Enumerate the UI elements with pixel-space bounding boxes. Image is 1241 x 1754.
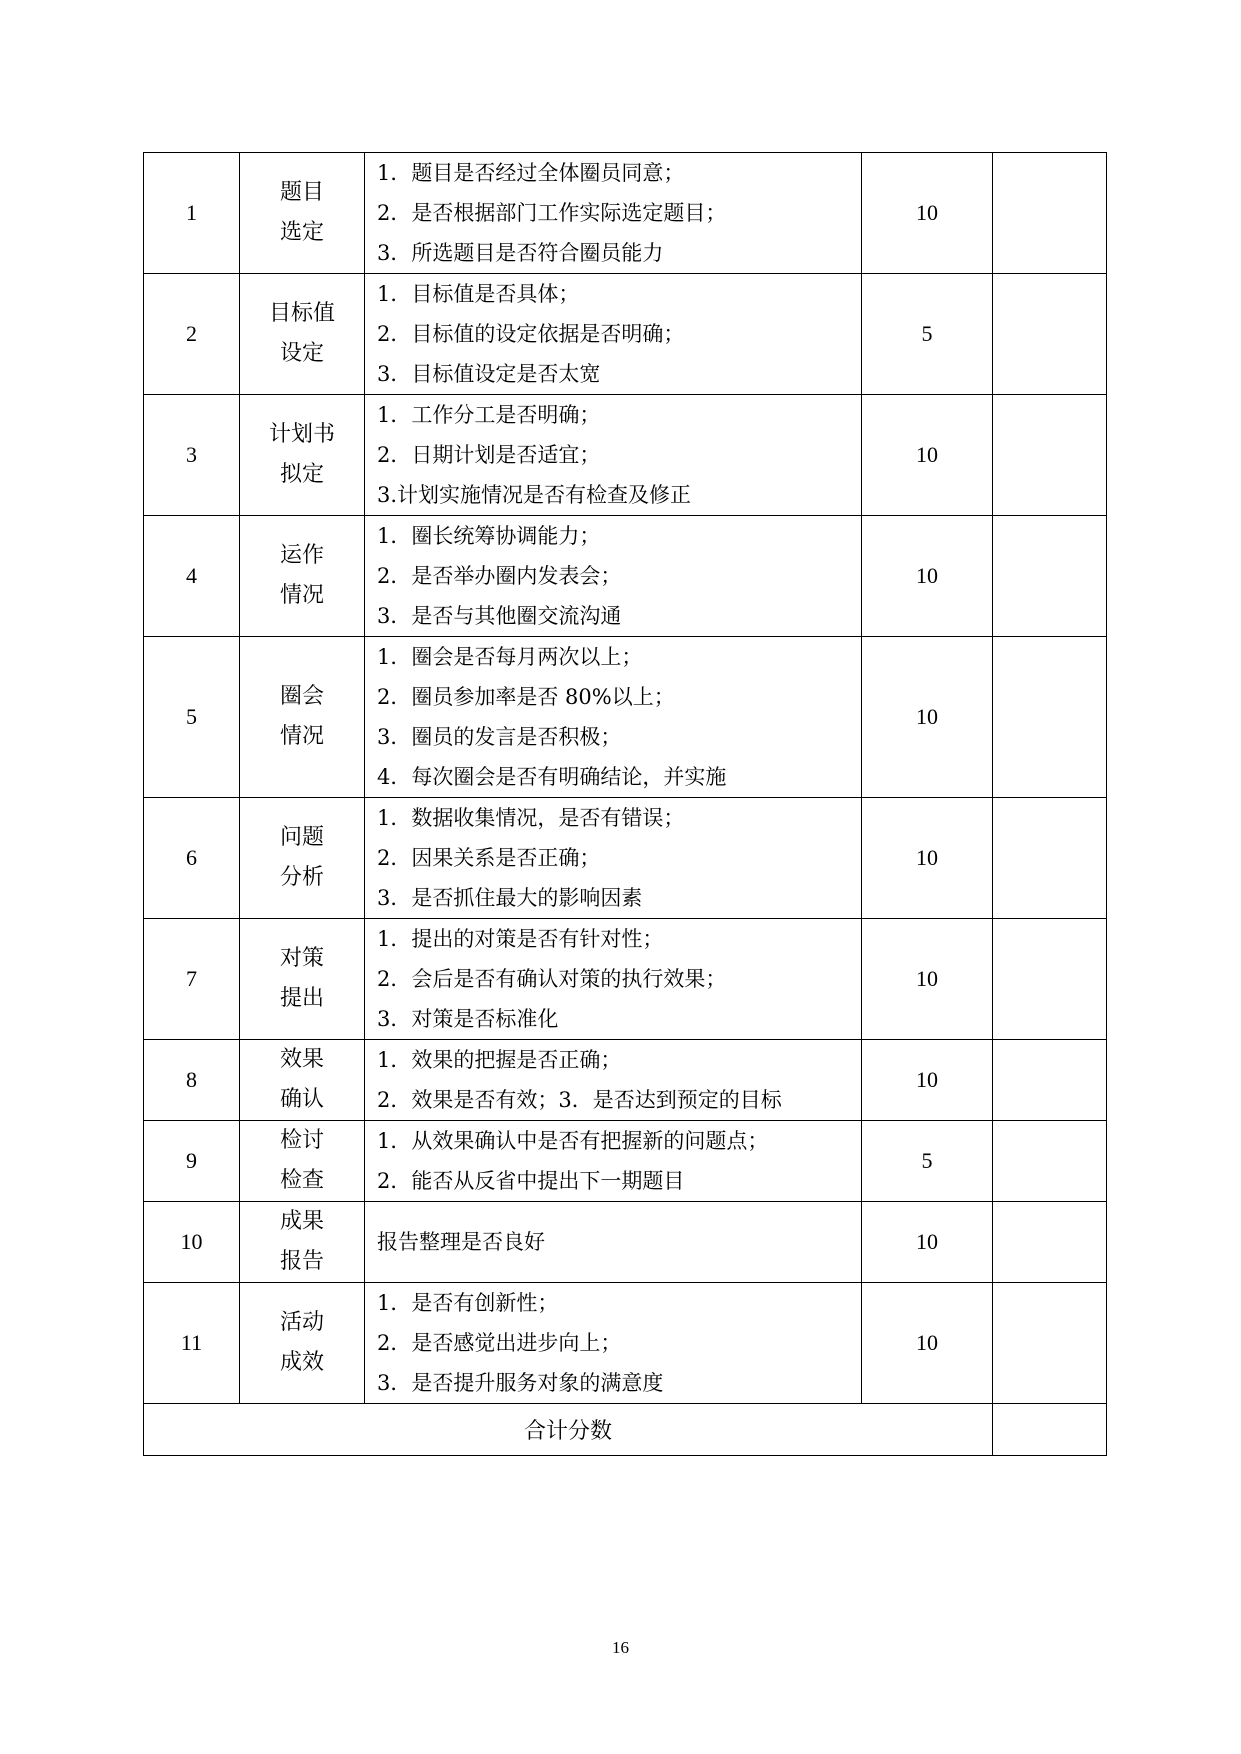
max-score-cell: 10	[862, 919, 993, 1040]
item-label-line: 问题	[279, 825, 324, 850]
criteria-line: 4．每次圈会是否有明确结论，并实施	[377, 765, 727, 789]
criteria-line: 1．效果的把握是否正确；	[377, 1048, 622, 1072]
row-number-cell: 8	[144, 1040, 240, 1121]
criteria-line: 1．圈长统筹协调能力；	[377, 524, 601, 548]
table-row	[144, 919, 1107, 1040]
max-score-cell: 10	[862, 1040, 993, 1121]
criteria-line: 2．圈员参加率是否 80%以上；	[377, 685, 675, 709]
item-label-line: 情况	[279, 583, 324, 608]
score-entry-cell[interactable]	[993, 1202, 1107, 1283]
item-label-line: 检讨	[279, 1128, 324, 1153]
table-row	[144, 798, 1107, 919]
table-row	[144, 637, 1107, 798]
item-label-line: 对策	[279, 946, 324, 971]
item-label-line: 情况	[279, 724, 324, 749]
criteria-cell	[365, 1283, 862, 1404]
score-entry-cell[interactable]	[993, 919, 1107, 1040]
item-cell	[240, 919, 365, 1040]
table-row	[144, 274, 1107, 395]
criteria-line: 2．因果关系是否正确；	[377, 846, 601, 870]
criteria-cell	[365, 919, 862, 1040]
criteria-cell	[365, 516, 862, 637]
criteria-cell	[365, 395, 862, 516]
criteria-line: 1．目标值是否具体；	[377, 282, 580, 306]
criteria-line: 1．是否有创新性；	[377, 1291, 559, 1315]
item-cell	[240, 274, 365, 395]
item-cell	[240, 798, 365, 919]
row-number-cell: 11	[144, 1283, 240, 1404]
total-row	[144, 1404, 1107, 1456]
table-row	[144, 153, 1107, 274]
row-number-cell: 3	[144, 395, 240, 516]
criteria-cell	[365, 153, 862, 274]
criteria-line: 3．对策是否标准化	[377, 1007, 559, 1031]
criteria-line: 3．是否提升服务对象的满意度	[377, 1371, 664, 1395]
item-label-line: 提出	[279, 986, 324, 1011]
table-row	[144, 516, 1107, 637]
table-row	[144, 395, 1107, 516]
item-label-line: 成效	[279, 1350, 324, 1375]
row-number-cell: 9	[144, 1121, 240, 1202]
criteria-line: 3．所选题目是否符合圈员能力	[377, 241, 664, 265]
score-entry-cell[interactable]	[993, 1121, 1107, 1202]
criteria-line: 2．能否从反省中提出下一期题目	[377, 1169, 685, 1193]
score-entry-cell[interactable]	[993, 274, 1107, 395]
score-entry-cell[interactable]	[993, 637, 1107, 798]
criteria-line: 3．是否与其他圈交流沟通	[377, 604, 622, 628]
criteria-line: 2．会后是否有确认对策的执行效果；	[377, 967, 727, 991]
criteria-line: 1．圈会是否每月两次以上；	[377, 645, 643, 669]
item-label-line: 设定	[279, 341, 324, 366]
criteria-line: 2．目标值的设定依据是否明确；	[377, 322, 685, 346]
score-entry-cell[interactable]	[993, 395, 1107, 516]
max-score-cell: 10	[862, 637, 993, 798]
criteria-line: 3．圈员的发言是否积极；	[377, 725, 622, 749]
item-cell	[240, 1121, 365, 1202]
item-label-line: 目标值	[268, 301, 335, 326]
item-cell	[240, 395, 365, 516]
score-entry-cell[interactable]	[993, 798, 1107, 919]
max-score-cell: 10	[862, 798, 993, 919]
criteria-cell	[365, 1121, 862, 1202]
item-label-line: 活动	[279, 1310, 324, 1335]
criteria-line: 1．数据收集情况，是否有错误；	[377, 806, 685, 830]
item-label-line: 计划书	[268, 422, 335, 447]
item-cell	[240, 637, 365, 798]
criteria-line: 3.计划实施情况是否有检查及修正	[377, 483, 692, 507]
item-label-line: 确认	[279, 1087, 324, 1112]
total-score-entry-cell[interactable]	[993, 1404, 1107, 1456]
criteria-line: 2．是否根据部门工作实际选定题目；	[377, 201, 727, 225]
max-score-cell: 10	[862, 395, 993, 516]
row-number-cell: 4	[144, 516, 240, 637]
item-label-line: 圈会	[279, 684, 324, 709]
criteria-line: 1．题目是否经过全体圈员同意；	[377, 161, 685, 185]
criteria-line: 1．从效果确认中是否有把握新的问题点；	[377, 1129, 769, 1153]
score-entry-cell[interactable]	[993, 516, 1107, 637]
row-number-cell: 6	[144, 798, 240, 919]
item-label-line: 选定	[279, 220, 324, 245]
criteria-cell	[365, 637, 862, 798]
max-score-cell: 10	[862, 516, 993, 637]
page-number: 16	[612, 1638, 629, 1657]
row-number-cell: 10	[144, 1202, 240, 1283]
criteria-line: 1．提出的对策是否有针对性；	[377, 927, 664, 951]
criteria-line: 3．目标值设定是否太宽	[377, 362, 601, 386]
row-number-cell: 7	[144, 919, 240, 1040]
item-cell	[240, 153, 365, 274]
max-score-cell: 5	[862, 274, 993, 395]
item-label-line: 分析	[279, 865, 324, 890]
scoring-table	[143, 152, 1107, 1456]
item-label-line: 运作	[279, 543, 324, 568]
item-cell	[240, 1283, 365, 1404]
score-entry-cell[interactable]	[993, 1283, 1107, 1404]
criteria-line: 报告整理是否良好	[377, 1230, 545, 1254]
item-cell	[240, 516, 365, 637]
item-label-line: 成果	[279, 1209, 324, 1234]
score-entry-cell[interactable]	[993, 153, 1107, 274]
row-number-cell: 2	[144, 274, 240, 395]
item-label-line: 报告	[279, 1249, 324, 1274]
max-score-cell: 10	[862, 1283, 993, 1404]
row-number-cell: 5	[144, 637, 240, 798]
criteria-line: 1．工作分工是否明确；	[377, 403, 601, 427]
table-row	[144, 1283, 1107, 1404]
max-score-cell: 10	[862, 153, 993, 274]
item-label-line: 检查	[279, 1168, 324, 1193]
total-label: 合计分数	[144, 1404, 993, 1456]
criteria-cell	[365, 1040, 862, 1121]
criteria-line: 2．是否感觉出进步向上；	[377, 1331, 622, 1355]
criteria-cell	[365, 798, 862, 919]
criteria-cell	[365, 274, 862, 395]
criteria-line: 2．日期计划是否适宜；	[377, 443, 601, 467]
scoring-table-body	[144, 153, 1107, 1456]
item-cell	[240, 1040, 365, 1121]
criteria-cell	[365, 1202, 862, 1283]
table-row	[144, 1040, 1107, 1121]
item-cell	[240, 1202, 365, 1283]
max-score-cell: 10	[862, 1202, 993, 1283]
score-entry-cell[interactable]	[993, 1040, 1107, 1121]
criteria-line: 2．效果是否有效；3．是否达到预定的目标	[377, 1088, 782, 1112]
max-score-cell: 5	[862, 1121, 993, 1202]
row-number-cell: 1	[144, 153, 240, 274]
table-row	[144, 1121, 1107, 1202]
table-row	[144, 1202, 1107, 1283]
criteria-line: 2．是否举办圈内发表会；	[377, 564, 622, 588]
item-label-line: 题目	[279, 180, 324, 205]
item-label-line: 效果	[279, 1047, 324, 1072]
criteria-line: 3．是否抓住最大的影响因素	[377, 886, 643, 910]
item-label-line: 拟定	[279, 462, 324, 487]
